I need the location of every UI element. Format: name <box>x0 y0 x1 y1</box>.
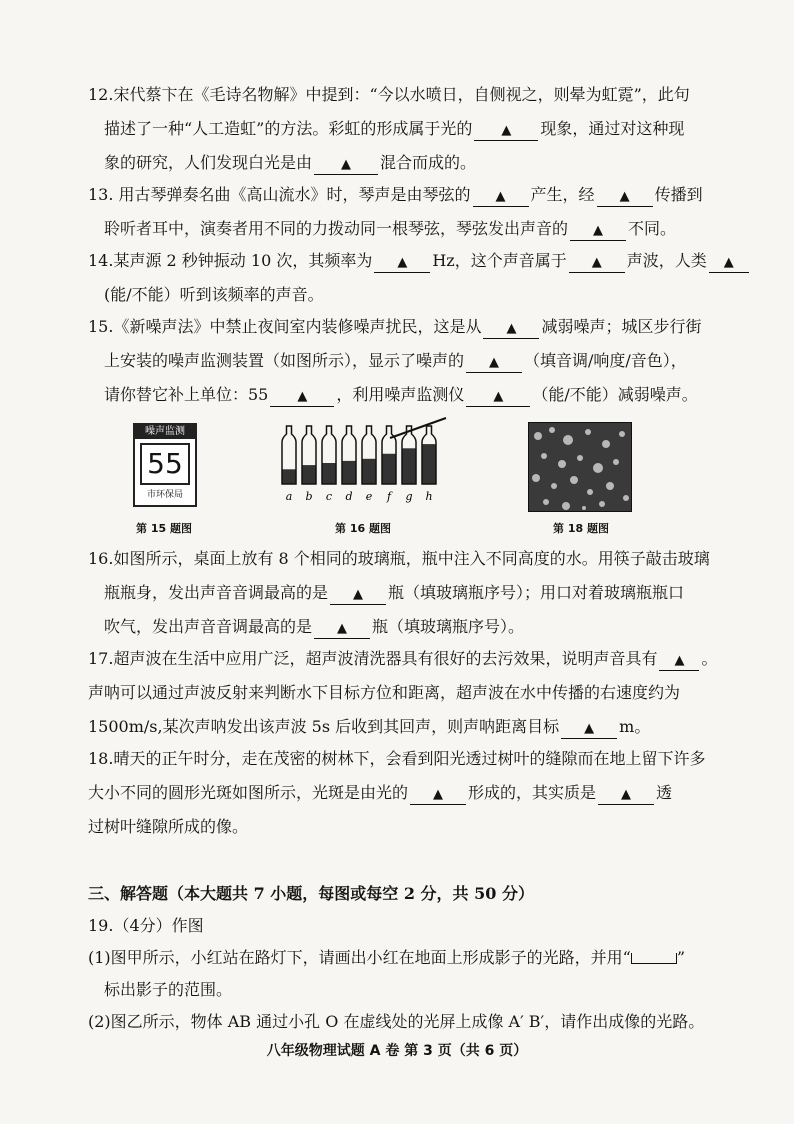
figure-16-caption: 第 16 题图 <box>335 522 391 535</box>
q15-line3-mid: ，利用噪声监测仪 <box>336 385 465 404</box>
q14-line1-mid: Hz，这个声音属于 <box>432 251 567 270</box>
section-3-title: 三、解答题（本大题共 7 小题，每图或每空 2 分，共 50 分） <box>88 884 534 903</box>
bottle-water <box>362 459 376 484</box>
answer-blank[interactable]: ▲ <box>410 786 466 805</box>
answer-blank[interactable]: ▲ <box>314 620 370 639</box>
question-12 <box>88 78 728 180</box>
q13-line2: 聆听者耳中，演奏者用不同的力拨动同一根琴弦，琴弦发出声音的 <box>104 219 569 238</box>
answer-blank[interactable]: ▲ <box>598 786 654 805</box>
answer-blank[interactable]: ▲ <box>561 720 617 739</box>
bottle-label: c <box>325 490 333 503</box>
answer-blank[interactable]: ▲ <box>466 388 530 407</box>
question-16 <box>88 542 728 644</box>
q13-line1-mid: 产生，经 <box>530 185 595 204</box>
q16-line2-end: 瓶（填玻璃瓶序号）；用口对着玻璃瓶瓶口 <box>388 583 685 602</box>
bottle-label: e <box>365 490 373 503</box>
question-14 <box>88 244 734 312</box>
answer-blank[interactable]: ▲ <box>314 156 378 175</box>
q19-part2: (2)图乙所示，物体 AB 通过小孔 O 在虚线处的光屏上成像 A′ B′，请作出成像的光路。 <box>88 1012 705 1031</box>
q16-line2: 瓶瓶身，发出声音音调最高的是 <box>104 583 329 602</box>
page-footer: 八年级物理试题 A 卷 第 3 页（共 6 页） <box>266 1043 528 1059</box>
q16-line3-end: 瓶（填玻璃瓶序号）。 <box>372 617 525 636</box>
bottle-water <box>382 454 396 484</box>
bottle-e <box>362 426 376 503</box>
q17-line2: 声呐可以通过声波反射来判断水下目标方位和距离，超声波在水中传播的右速度约为 <box>88 683 681 702</box>
q19-part1-end: 标出影子的范围。 <box>104 980 233 999</box>
figure-18-caption: 第 18 题图 <box>553 522 609 535</box>
answer-blank[interactable]: ▲ <box>597 188 653 207</box>
q16-line3: 吹气，发出声音音调最高的是 <box>104 617 313 636</box>
q15-line2-end: （填音调/响度/音色）， <box>524 351 687 370</box>
monitor-footer: 市环保局 <box>146 490 183 500</box>
q18-line2: 大小不同的圆形光斑如图所示，光斑是由光的 <box>88 783 409 802</box>
bottles-diagram <box>278 414 448 504</box>
figure-16-bottles <box>278 414 448 504</box>
monitor-reading: 55 <box>140 443 190 485</box>
bottle-water <box>342 461 356 484</box>
q12-line2-end: 现象，通过对这种现 <box>540 119 685 138</box>
q14-line1-end: 声波，人类 <box>626 251 707 270</box>
bottle-water <box>402 448 416 484</box>
bottle-a <box>282 426 296 503</box>
q12-line3: 象的研究，人们发现白光是由 <box>104 153 313 172</box>
bottle-label: h <box>425 490 433 503</box>
question-15 <box>88 310 728 412</box>
bottle-d <box>342 426 356 503</box>
answer-blank[interactable]: ▲ <box>569 254 625 273</box>
question-18 <box>88 742 728 844</box>
bottle-label: d <box>345 490 353 503</box>
q14-line2: (能/不能）听到该频率的声音。 <box>104 285 324 304</box>
q13-line2-end: 不同。 <box>628 219 677 238</box>
q15-line3: 请你替它补上单位：55 <box>104 385 269 404</box>
q13-line1: 13. 用古琴弹奏名曲《高山流水》时，琴声是由琴弦的 <box>88 185 471 204</box>
q12-line1: 12.宋代蔡卞在《毛诗名物解》中提到：“今以水喷日，自侧视之，则晕为虹霓”，此句 <box>88 85 690 104</box>
bottle-label: g <box>405 490 413 503</box>
monitor-header: 噪声监测 <box>135 425 195 439</box>
question-13 <box>88 178 728 246</box>
q18-line1: 18.晴天的正午时分，走在茂密的树林下，会看到阳光透过树叶的缝隙而在地上留下许多 <box>88 749 706 768</box>
answer-blank[interactable]: ▲ <box>659 652 699 671</box>
bottle-water <box>422 444 436 484</box>
q19-part1-quote: ” <box>676 948 686 967</box>
q16-line1: 16.如图所示，桌面上放有 8 个相同的玻璃瓶，瓶中注入不同高度的水。用筷子敲击玻璃 <box>88 549 710 568</box>
q15-line1-end: 减弱噪声；城区步行街 <box>541 317 702 336</box>
section-3 <box>88 878 728 1038</box>
q19-title: 19.（4分）作图 <box>88 916 204 935</box>
answer-blank[interactable]: ▲ <box>570 222 626 241</box>
q17-line3-end: m。 <box>619 717 651 736</box>
answer-blank[interactable]: ▲ <box>483 320 539 339</box>
answer-blank[interactable]: ▲ <box>270 388 334 407</box>
q19-part1: (1)图甲所示，小红站在路灯下，请画出小红在地面上形成影子的光路，并用“ <box>88 948 631 967</box>
figure-18-light-spots <box>528 422 632 512</box>
bottle-b <box>302 426 316 503</box>
light-spots-photo <box>528 422 632 512</box>
q18-line2-mid: 形成的，其实质是 <box>468 783 597 802</box>
bottle-label: b <box>305 490 313 503</box>
shadow-range-mark <box>631 953 677 964</box>
bottle-water <box>302 465 316 484</box>
bottle-water <box>282 469 296 484</box>
bottle-g <box>402 426 416 503</box>
q18-line2-end: 透 <box>656 783 673 802</box>
bottle-h <box>422 426 436 503</box>
q17-line3: 1500m/s,某次声呐发出该声波 5s 后收到其回声，则声呐距离目标 <box>88 717 560 736</box>
answer-blank[interactable]: ▲ <box>474 122 538 141</box>
q13-line1-end: 传播到 <box>654 185 703 204</box>
q17-line1-end: 。 <box>701 649 718 668</box>
answer-blank[interactable]: ▲ <box>709 254 749 273</box>
answer-blank[interactable]: ▲ <box>473 188 529 207</box>
figure-15-noise-monitor <box>133 423 197 507</box>
answer-blank[interactable]: ▲ <box>466 354 522 373</box>
chopstick <box>390 418 446 438</box>
bottle-water <box>322 463 336 484</box>
answer-blank[interactable]: ▲ <box>330 586 386 605</box>
q18-line3: 过树叶缝隙所成的像。 <box>88 817 249 836</box>
bottle-label: f <box>386 490 392 503</box>
bottle-f <box>382 426 396 503</box>
q15-line1: 15.《新噪声法》中禁止夜间室内装修噪声扰民，这是从 <box>88 317 482 336</box>
figure-15-caption: 第 15 题图 <box>136 522 192 535</box>
bottle-c <box>322 426 336 503</box>
q12-line2: 描述了一种“人工造虹”的方法。彩虹的形成属于光的 <box>104 119 473 138</box>
question-17 <box>88 642 728 744</box>
bottle-label: a <box>285 490 293 503</box>
q14-line1: 14.某声源 2 秒钟振动 10 次，其频率为 <box>88 251 373 270</box>
answer-blank[interactable]: ▲ <box>374 254 430 273</box>
q15-line3-end: （能/不能）减弱噪声。 <box>532 385 698 404</box>
q12-line3-end: 混合而成的。 <box>380 153 477 172</box>
q15-line2: 上安装的噪声监测装置（如图所示），显示了噪声的 <box>104 351 465 370</box>
q17-line1: 17.超声波在生活中应用广泛，超声波清洗器具有很好的去污效果，说明声音具有 <box>88 649 658 668</box>
